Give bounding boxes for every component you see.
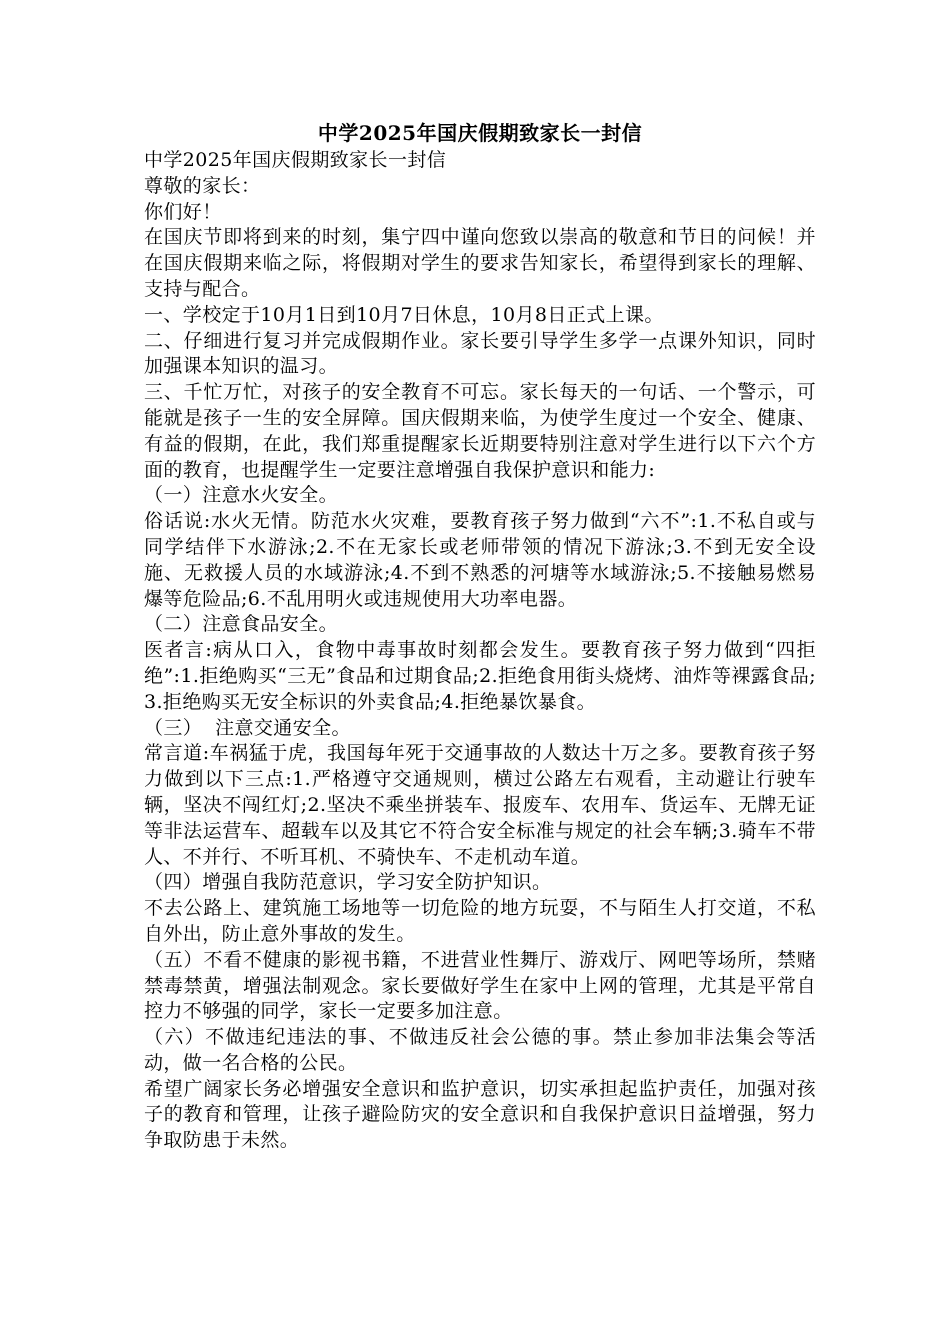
section-water-fire-heading: （一）注意水火安全。: [144, 484, 339, 507]
section-five-paragraph: （五）不看不健康的影视书籍，不进营业性舞厅、游戏厅、网吧等场所，禁赌禁毒禁黄，增强法制观念。家长要做好学生在家中上网的管理，尤其是平常自控力不够强的同学，家长一定要多加注意。: [144, 948, 816, 1023]
item-one-schedule: 一、学校定于10月1日到10月7日休息，10月8日正式上课。: [144, 303, 664, 326]
section-food-heading: （二）注意食品安全。: [144, 613, 339, 636]
item-two-homework: 二、仔细进行复习并完成假期作业。家长要引导学生多学一点课外知识，同时加强课本知识的温习。: [144, 329, 816, 378]
section-self-protection-heading: （四）增强自我防范意识，学习安全防护知识。: [144, 871, 552, 894]
document-title: 中学2025年国庆假期致家长一封信: [317, 121, 643, 145]
section-self-protection-body: 不去公路上、建筑施工场地等一切危险的地方玩耍，不与陌生人打交道，不私自外出，防止意外事故的发生。: [144, 897, 816, 945]
section-water-fire-body: 俗话说:水火无情。防范水火灾难，要教育孩子努力做到“六不”:1.不私自或与同学结伴下水游泳;2.不在无家长或老师带领的情况下游泳;3.不到无安全设施、无救援人员的水域游泳;4.不到不熟悉的河塘等水域游泳;5.不接触易燃易爆等危险品;6.不乱用明火或违规使用大功率电器。: [144, 510, 816, 610]
document-page: [144, 118, 816, 1154]
doc-subtitle-line: 中学2025年国庆假期致家长一封信: [144, 149, 447, 171]
section-traffic-body: 常言道:车祸猛于虎，我国每年死于交通事故的人数达十万之多。要教育孩子努力做到以下三点:1.严格遵守交通规则，横过公路左右观看，主动避让行驶车辆，坚决不闯红灯;2.坚决不乘坐拼装车、报废车、农用车、货运车、无牌无证等非法运营车、超载车以及其它不符合安全标准与规定的社会车辆;3.骑车不带人、不并行、不听耳机、不骑快车、不走机动车道。: [144, 742, 816, 868]
item-three-safety: 三、千忙万忙，对孩子的安全教育不可忘。家长每天的一句话、一个警示，可能就是孩子一生的安全屏障。国庆假期来临，为使学生度过一个安全、健康、有益的假期，在此，我们郑重提醒家长近期要特别注意对学生进行以下六个方面的教育，也提醒学生一定要注意增强自我保护意识和能力:: [144, 381, 816, 481]
section-food-body: 医者言:病从口入，食物中毒事故时刻都会发生。要教育孩子努力做到“四拒绝”:1.拒绝购买“三无”食品和过期食品;2.拒绝食用街头烧烤、油炸等裸露食品;3.拒绝购买无安全标识的外卖食品;4.拒绝暴饮暴食。: [144, 639, 816, 713]
section-traffic-heading: （三） 注意交通安全。: [144, 716, 351, 739]
section-six-paragraph: （六）不做违纪违法的事、不做违反社会公德的事。禁止参加非法集会等活动，做一名合格的公民。: [144, 1026, 816, 1074]
closing-paragraph: 希望广阔家长务必增强安全意识和监护意识，切实承担起监护责任，加强对孩子的教育和管理，让孩子避险防灾的安全意识和自我保护意识日益增强，努力争取防患于未然。: [144, 1077, 816, 1152]
intro-paragraph: 在国庆节即将到来的时刻，集宁四中谨向您致以崇高的敬意和节日的问候！并在国庆假期来临之际，将假期对学生的要求告知家长，希望得到家长的理解、支持与配合。: [144, 226, 816, 300]
salutation: 尊敬的家长：: [144, 174, 261, 197]
greeting: 你们好！: [144, 200, 222, 223]
